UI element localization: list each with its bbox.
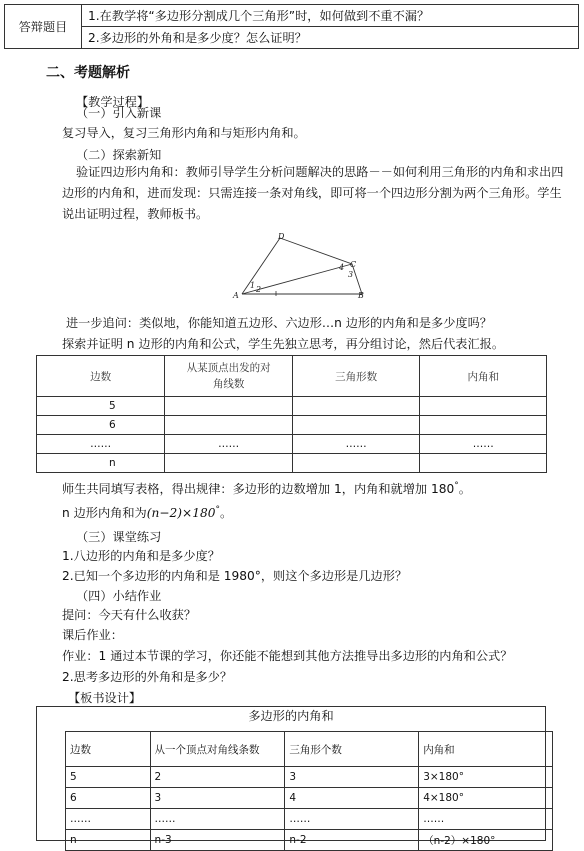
table-cell: 5: [66, 767, 151, 788]
quadrilateral-diagram: [230, 230, 380, 302]
practice-q1: 1.八边形的内角和是多少度？: [62, 549, 220, 563]
board-header-diagonals: 从一个顶点对角线条数: [150, 732, 285, 767]
table-cell: n-2: [285, 830, 419, 851]
table-cell: ……: [419, 809, 553, 830]
summary-question: 提问：今天有什么收获？: [62, 608, 197, 622]
summary-title: （四）小结作业: [76, 589, 162, 603]
table-cell: 6: [37, 416, 165, 435]
board-header-triangles: 三角形个数: [285, 732, 419, 767]
vertex-d-label: D: [278, 232, 285, 241]
table-row: [66, 788, 553, 809]
table-cell: 3: [150, 788, 285, 809]
part1-title: （一）引入新课: [76, 106, 162, 120]
table-cell: [420, 397, 547, 416]
table-cell: [165, 454, 293, 473]
followup-question: 进一步追问：类似地，你能知道五边形、六边形…n 边形的内角和是多少度吗？: [66, 316, 492, 330]
table-cell: ……: [420, 435, 547, 454]
question-label: 答辩题目: [5, 5, 82, 49]
table-cell: n-3: [150, 830, 285, 851]
table-row: [66, 830, 553, 851]
table-cell: （n-2）×180°: [419, 830, 553, 851]
table-cell: 3×180°: [419, 767, 553, 788]
table-cell: ……: [37, 435, 165, 454]
table-cell: ……: [66, 809, 151, 830]
explore-instruction: 探索并证明 n 边形的内角和公式，学生先独立思考，再分组讨论，然后代表汇报。: [62, 337, 505, 351]
table-row: [37, 435, 547, 454]
question-1: 1.在教学将“多边形分割成几个三角形”时，如何做到不重不漏？: [82, 5, 579, 27]
table-cell: 6: [66, 788, 151, 809]
table-cell: [165, 416, 293, 435]
table-row: [66, 809, 553, 830]
practice-q2: 2.已知一个多边形的内角和是 1980°，则这个多边形是几边形？: [62, 569, 408, 583]
board-header-sides: 边数: [66, 732, 151, 767]
table-cell: 2: [150, 767, 285, 788]
table-row: [37, 416, 547, 435]
table-cell: ……: [292, 435, 420, 454]
table-cell: 5: [37, 397, 165, 416]
header-triangles: 三角形数: [292, 356, 420, 397]
table-cell: 3: [285, 767, 419, 788]
rule-statement: 师生共同填写表格，得出规律：多边形的边数增加 1，内角和就增加 180°。: [62, 480, 471, 496]
table-cell: 4×180°: [419, 788, 553, 809]
board-title: 多边形的内角和: [248, 709, 334, 723]
angle-1-label: 1: [250, 281, 256, 290]
board-header-angle-sum: 内角和: [419, 732, 553, 767]
angle-4-label: 4: [339, 263, 345, 272]
question-2: 2.多边形的外角和是多少度？怎么证明？: [82, 27, 579, 49]
angle-sum-table: [36, 355, 547, 473]
table-cell: ……: [285, 809, 419, 830]
practice-title: （三）课堂练习: [76, 530, 162, 544]
vertex-c-label: C: [350, 260, 357, 269]
table-cell: [292, 454, 420, 473]
angle-3-label: 3: [348, 270, 354, 279]
board-design: [36, 706, 546, 847]
homework-1: 作业：1 通过本节课的学习，你还能不能想到其他方法推导出多边形的内角和公式？: [62, 649, 513, 663]
table-cell: [165, 397, 293, 416]
table-cell: [292, 397, 420, 416]
table-cell: n: [37, 454, 165, 473]
board-table: [65, 731, 553, 851]
section-title: 二、考题解析: [46, 65, 130, 81]
table-row: [37, 454, 547, 473]
table-row: [66, 767, 553, 788]
header-sides: 边数: [37, 356, 165, 397]
table-cell: ……: [150, 809, 285, 830]
vertex-b-label: B: [358, 291, 364, 300]
vertex-a-label: A: [233, 291, 239, 300]
table-cell: n: [66, 830, 151, 851]
table-cell: [420, 454, 547, 473]
homework-2: 2.思考多边形的外角和是多少？: [62, 670, 233, 684]
part1-text: 复习导入，复习三角形内角和与矩形内角和。: [62, 126, 306, 140]
teaching-process-header: 【教学过程】: [76, 95, 150, 109]
part2-text: 验证四边形内角和：教师引导学生分析问题解决的思路－－如何利用三角形的内角和求出四边形的内角和，进而发现：只需连接一条对角线，即可将一个四边形分割为两个三角形。学生说出证明过程，教师板书。: [62, 165, 564, 221]
homework-label: 课后作业：: [62, 628, 123, 642]
formula-statement: n 边形内角和为(n−2)×180°。: [62, 504, 233, 520]
question-box: [4, 4, 579, 49]
table-cell: ……: [165, 435, 293, 454]
board-header: 【板书设计】: [68, 691, 142, 705]
table-cell: [292, 416, 420, 435]
header-diagonals: 从某顶点出发的对 角线数: [165, 356, 293, 397]
table-cell: 4: [285, 788, 419, 809]
table-cell: [420, 416, 547, 435]
header-angle-sum: 内角和: [420, 356, 547, 397]
table-row: [37, 397, 547, 416]
part2-title: （二）探索新知: [76, 148, 162, 162]
angle-2-label: 2: [256, 285, 262, 294]
